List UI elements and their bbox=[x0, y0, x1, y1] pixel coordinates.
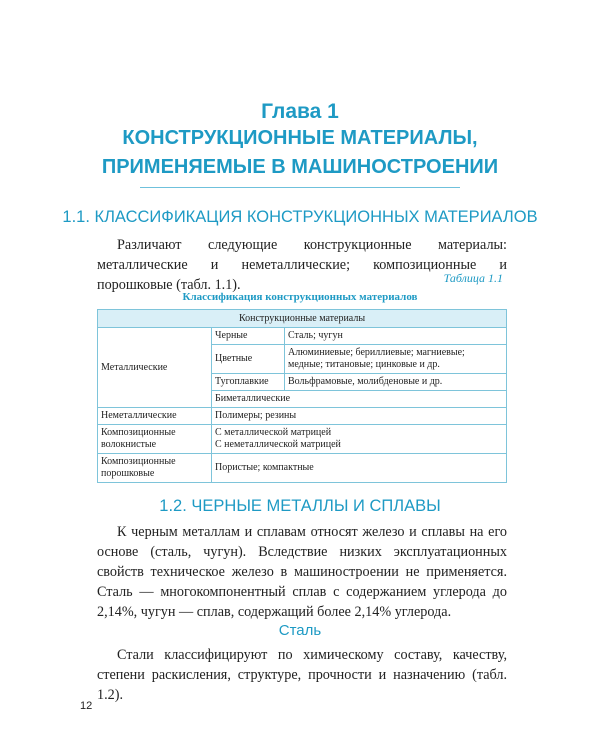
composite-powder-desc-cell: Пористые; компактные bbox=[212, 454, 507, 483]
section-2-paragraph: К черным металлам и сплавам относят железо и сплавы на его основе (сталь, чугун). Вследствие низких эксплуатационных свойств техническое железо в машиностроении не применяется. Сталь — многокомпонентный сплав с содержанием углерода до 2,14%, чугун — сплав, содержащий более 2,14% углерода. bbox=[97, 524, 507, 620]
nonmetallic-desc-cell: Полимеры; резины bbox=[212, 408, 507, 425]
table-row bbox=[98, 328, 507, 345]
subsection-heading: Сталь bbox=[278, 622, 322, 639]
table-label: Таблица 1.1 bbox=[443, 271, 503, 285]
section-1-paragraph: Различают следующие конструкционные материалы: металлические и неметаллические; композиционные и порошковые (табл. 1.1). bbox=[97, 237, 507, 293]
nonmetallic-cell: Неметаллические bbox=[98, 408, 212, 425]
bimetallic-cell: Биметаллические bbox=[212, 391, 507, 408]
chapter-divider bbox=[140, 187, 460, 188]
ferrous-cell: Черные bbox=[212, 328, 285, 345]
classification-table bbox=[97, 309, 507, 483]
composite-fiber-cell: Композиционные волокнистые bbox=[98, 425, 212, 454]
table-header-row bbox=[98, 310, 507, 328]
section-1-heading: 1.1. КЛАССИФИКАЦИЯ КОНСТРУКЦИОННЫХ МАТЕРИАЛОВ bbox=[62, 208, 538, 226]
ferrous-desc-cell: Сталь; чугун bbox=[285, 328, 507, 345]
section-2-heading: 1.2. ЧЕРНЫЕ МЕТАЛЛЫ И СПЛАВЫ bbox=[159, 497, 441, 515]
subsection-paragraph: Стали классифицируют по химическому составу, качеству, степени раскисления, структуре, прочности и назначению (табл. 1.2). bbox=[97, 647, 507, 703]
table-caption: Классификация конструкционных материалов bbox=[182, 291, 418, 303]
chapter-number: Глава 1 bbox=[261, 100, 339, 123]
chapter-title bbox=[0, 124, 600, 182]
chapter-title-line2: ПРИМЕНЯЕМЫЕ В МАШИНОСТРОЕНИИ bbox=[101, 156, 499, 178]
table-header: Конструкционные материалы bbox=[98, 310, 507, 328]
nonferrous-cell: Цветные bbox=[212, 345, 285, 374]
table-row bbox=[98, 425, 507, 454]
chapter-title-line1: КОНСТРУКЦИОННЫЕ МАТЕРИАЛЫ, bbox=[122, 127, 478, 149]
composite-fiber-desc-cell: С металлической матрицей С неметаллической матрицей bbox=[212, 425, 507, 454]
refractory-cell: Тугоплавкие bbox=[212, 374, 285, 391]
page-number: 12 bbox=[80, 700, 93, 712]
nonferrous-desc-cell: Алюминиевые; бериллиевые; магниевые; медные; титановые; цинковые и др. bbox=[285, 345, 507, 374]
table-row bbox=[98, 408, 507, 425]
composite-powder-cell: Композиционные порошковые bbox=[98, 454, 212, 483]
table-row bbox=[98, 454, 507, 483]
metallic-cell: Металлические bbox=[98, 328, 212, 408]
refractory-desc-cell: Вольфрамовые, молибденовые и др. bbox=[285, 374, 507, 391]
